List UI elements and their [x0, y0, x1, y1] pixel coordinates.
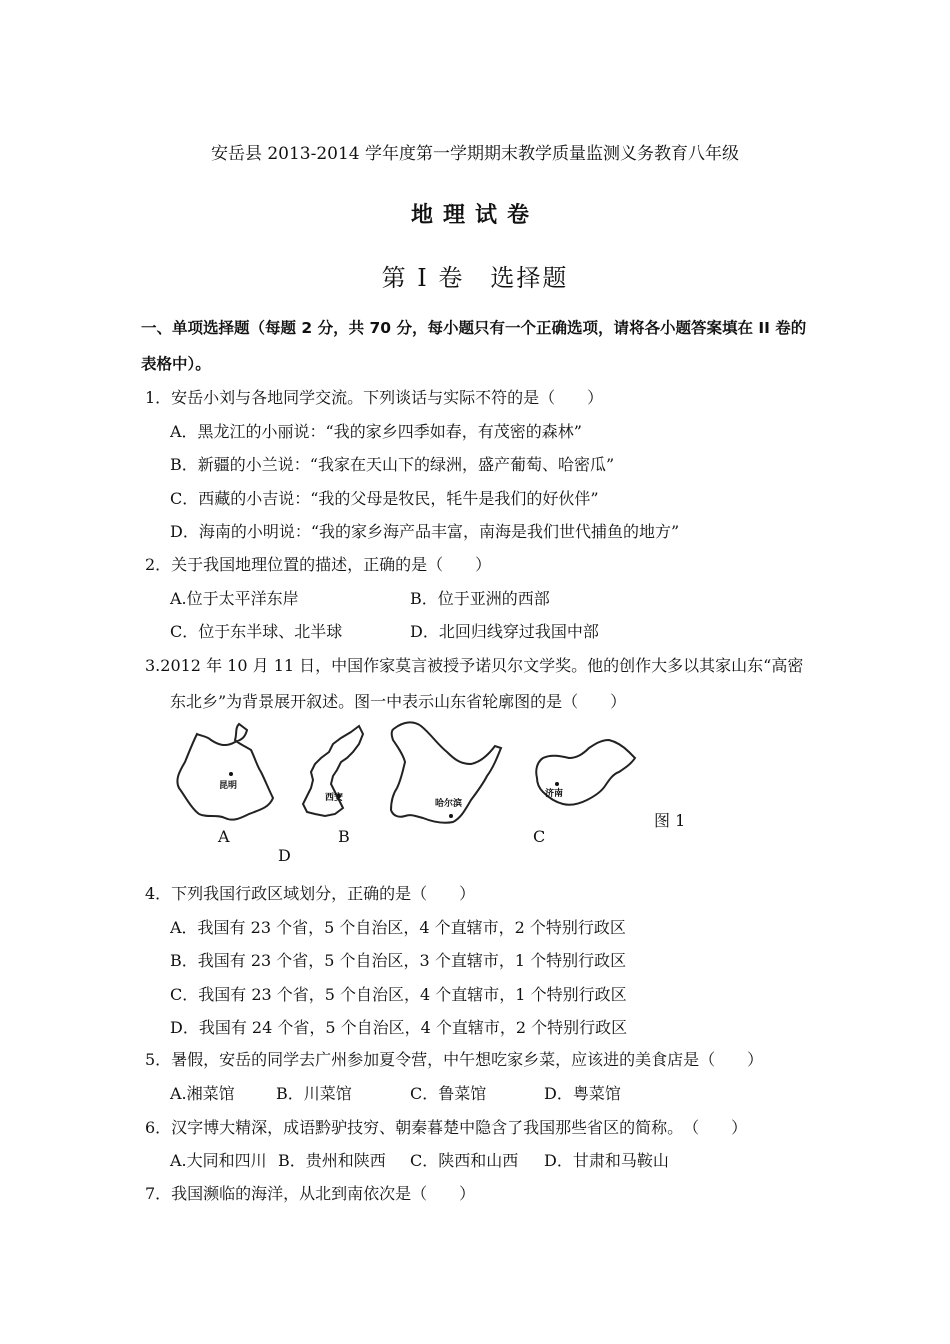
map-harbin-outline: [391, 722, 501, 822]
question-6-option-d: D．甘肃和马鞍山: [544, 1151, 669, 1170]
question-5-option-b: B．川菜馆: [276, 1084, 352, 1103]
subject-title: 地理试卷: [410, 202, 539, 228]
exam-header: 安岳县 2013-2014 学年度第一学期期末教学质量监测义务教育八年级: [210, 144, 740, 164]
question-4-option-c: C．我国有 23 个省，5 个自治区，4 个直辖市，1 个特别行政区: [170, 985, 627, 1004]
map-label-b: B: [338, 827, 350, 846]
question-2-option-c: C．位于东半球、北半球: [170, 622, 343, 641]
province-outline-maps: [165, 718, 655, 828]
question-6-stem: 6．汉字博大精深，成语黔驴技穷、朝秦暮楚中隐含了我国那些省区的简称。 （ ）: [145, 1118, 748, 1137]
question-3-stem-line2: 东北乡”为背景展开叙述。图一中表示山东省轮廓图的是（ ）: [170, 692, 627, 711]
map-kunming-outline: [177, 724, 273, 820]
figure-caption: 图 1: [654, 811, 686, 830]
map-jinan-outline: [536, 740, 635, 805]
question-1-option-d: D．海南的小明说：“我的家乡海产品丰富，南海是我们世代捕鱼的地方”: [170, 522, 680, 541]
question-5-option-a: A.湘菜馆: [170, 1084, 235, 1103]
question-3-stem-line1: 3.2012 年 10 月 11 日，中国作家莫言被授予诺贝尔文学奖。他的创作大多以其家山东“高密: [145, 656, 804, 675]
question-2-option-b: B．位于亚洲的西部: [410, 589, 550, 608]
question-5-option-c: C．鲁菜馆: [410, 1084, 487, 1103]
question-2-stem: 2．关于我国地理位置的描述，正确的是（ ）: [145, 555, 492, 574]
question-6-option-a: A.大同和四川: [170, 1151, 267, 1170]
section-instructions-line2: 表格中）。: [141, 355, 211, 373]
volume-title: 第 I 卷 选择题: [381, 264, 569, 292]
map-label-d: D: [278, 846, 291, 865]
map-xian-outline: [303, 726, 363, 816]
map-label-jinan: 济南: [545, 789, 564, 799]
question-2-option-a: A.位于太平洋东岸: [170, 589, 299, 608]
map-label-kunming: 昆明: [219, 781, 238, 791]
map-label-harbin: 哈尔滨: [435, 799, 463, 809]
question-1-option-a: A．黑龙江的小丽说：“我的家乡四季如春，有茂密的森林”: [170, 422, 582, 441]
question-1-option-b: B．新疆的小兰说：“我家在天山下的绿洲，盛产葡萄、哈密瓜”: [170, 455, 615, 474]
map-label-xian: 西安: [325, 793, 344, 803]
question-4-option-a: A．我国有 23 个省，5 个自治区，4 个直辖市，2 个特别行政区: [170, 918, 626, 937]
question-7-stem: 7．我国濒临的海洋，从北到南依次是（ ）: [145, 1184, 476, 1203]
question-4-option-b: B．我国有 23 个省，5 个自治区，3 个直辖市，1 个特别行政区: [170, 951, 627, 970]
question-4-option-d: D．我国有 24 个省，5 个自治区，4 个直辖市，2 个特别行政区: [170, 1018, 628, 1037]
question-5-stem: 5．暑假，安岳的同学去广州参加夏令营，中午想吃家乡菜，应该进的美食店是（ ）: [145, 1050, 764, 1069]
question-5-option-d: D．粤菜馆: [544, 1084, 621, 1103]
map-label-a: A: [218, 827, 230, 846]
question-6-option-b: B．贵州和陕西: [278, 1151, 386, 1170]
question-6-option-c: C．陕西和山西: [410, 1151, 519, 1170]
question-1-option-c: C．西藏的小吉说：“我的父母是牧民，牦牛是我们的好伙伴”: [170, 489, 599, 508]
question-2-option-d: D．北回归线穿过我国中部: [410, 622, 599, 641]
question-1-stem: 1．安岳小刘与各地同学交流。下列谈话与实际不符的是（ ）: [145, 388, 604, 407]
map-label-c: C: [533, 827, 546, 846]
question-4-stem: 4．下列我国行政区域划分，正确的是（ ）: [145, 884, 476, 903]
section-instructions-line1: 一、单项选择题（每题 2 分，共 70 分，每小题只有一个正确选项，请将各小题答案填在 II 卷的: [141, 319, 807, 337]
